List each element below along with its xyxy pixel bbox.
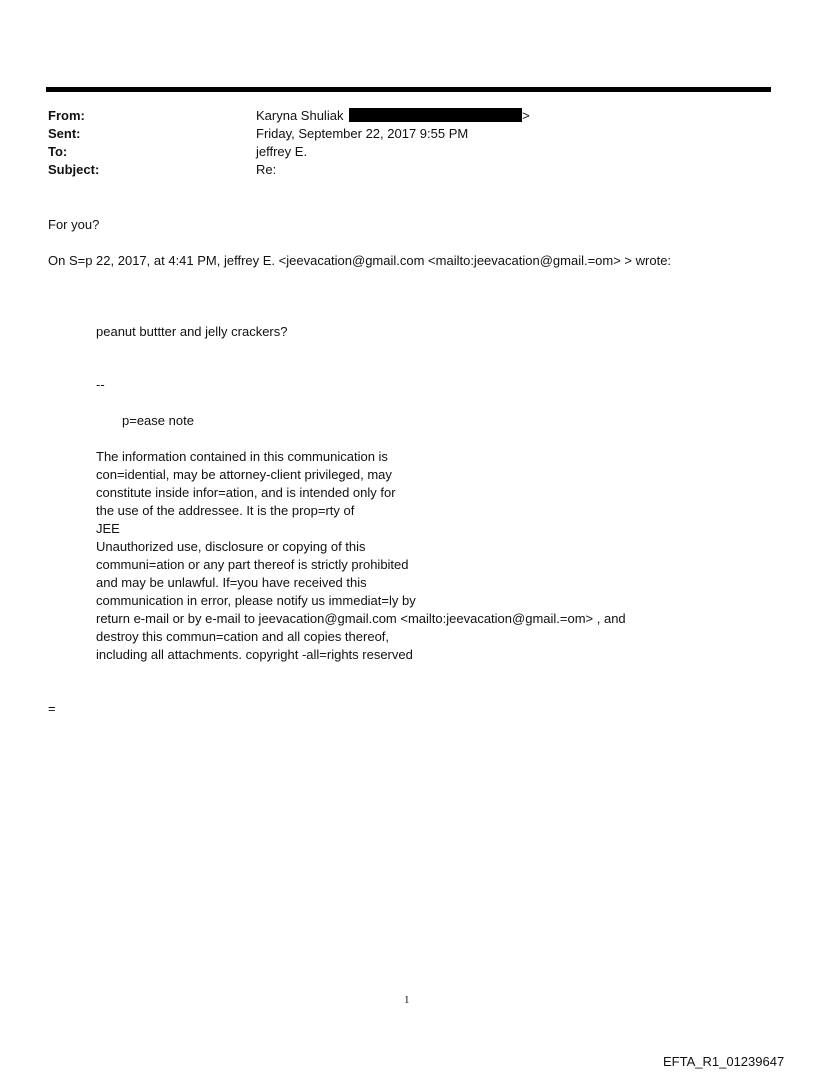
to-label: To:: [48, 144, 68, 159]
trailing-mark: =: [48, 701, 56, 716]
sender-name: Karyna Shuliak: [256, 108, 344, 123]
sent-value: Friday, September 22, 2017 9:55 PM: [256, 126, 469, 141]
subject-label: Subject:: [48, 162, 100, 177]
disclaimer-line: constitute inside infor=ation, and is intended only for: [96, 485, 396, 500]
subject-row: [48, 161, 748, 179]
to-value: jeffrey E.: [256, 144, 308, 159]
signature-separator: --: [96, 377, 105, 392]
quote-intro: On S=p 22, 2017, at 4:41 PM, jeffrey E. <jeevacation@gmail.com <mailto:jeevacation@gmail.=om> > wrote:: [48, 253, 672, 268]
document-id: EFTA_R1_01239647: [663, 1054, 785, 1069]
please-note: p=ease note: [122, 413, 194, 428]
disclaimer-line: JEE: [96, 521, 120, 536]
from-suffix: >: [522, 108, 530, 123]
subject-value: Re:: [256, 162, 277, 177]
disclaimer-line: destroy this commun=cation and all copies thereof,: [96, 629, 390, 644]
quoted-message: peanut buttter and jelly crackers?: [96, 324, 288, 339]
to-row: [48, 143, 748, 161]
redaction-block: [349, 108, 522, 122]
disclaimer-line: The information contained in this communication is: [96, 449, 388, 464]
sent-row: [48, 125, 748, 143]
disclaimer-line: communication in error, please notify us immediat=ly by: [96, 593, 416, 608]
disclaimer-line: the use of the addressee. It is the prop=rty of: [96, 503, 355, 518]
header-rule: [46, 87, 771, 92]
disclaimer-line: return e-mail or by e-mail to jeevacation@gmail.com <mailto:jeevacation@gmail.=om> , and: [96, 611, 626, 626]
disclaimer-line: con=idential, may be attorney-client privileged, may: [96, 467, 392, 482]
from-row: [48, 107, 748, 125]
disclaimer-line: Unauthorized use, disclosure or copying of this: [96, 539, 366, 554]
from-label: From:: [48, 108, 85, 123]
disclaimer-line: and may be unlawful. If=you have received this: [96, 575, 367, 590]
disclaimer-line: including all attachments. copyright -all=rights reserved: [96, 647, 413, 662]
page-number: 1: [404, 994, 410, 1006]
sent-label: Sent:: [48, 126, 81, 141]
reply-text: For you?: [48, 217, 100, 232]
disclaimer-line: communi=ation or any part thereof is strictly prohibited: [96, 557, 409, 572]
from-value: [256, 107, 530, 125]
